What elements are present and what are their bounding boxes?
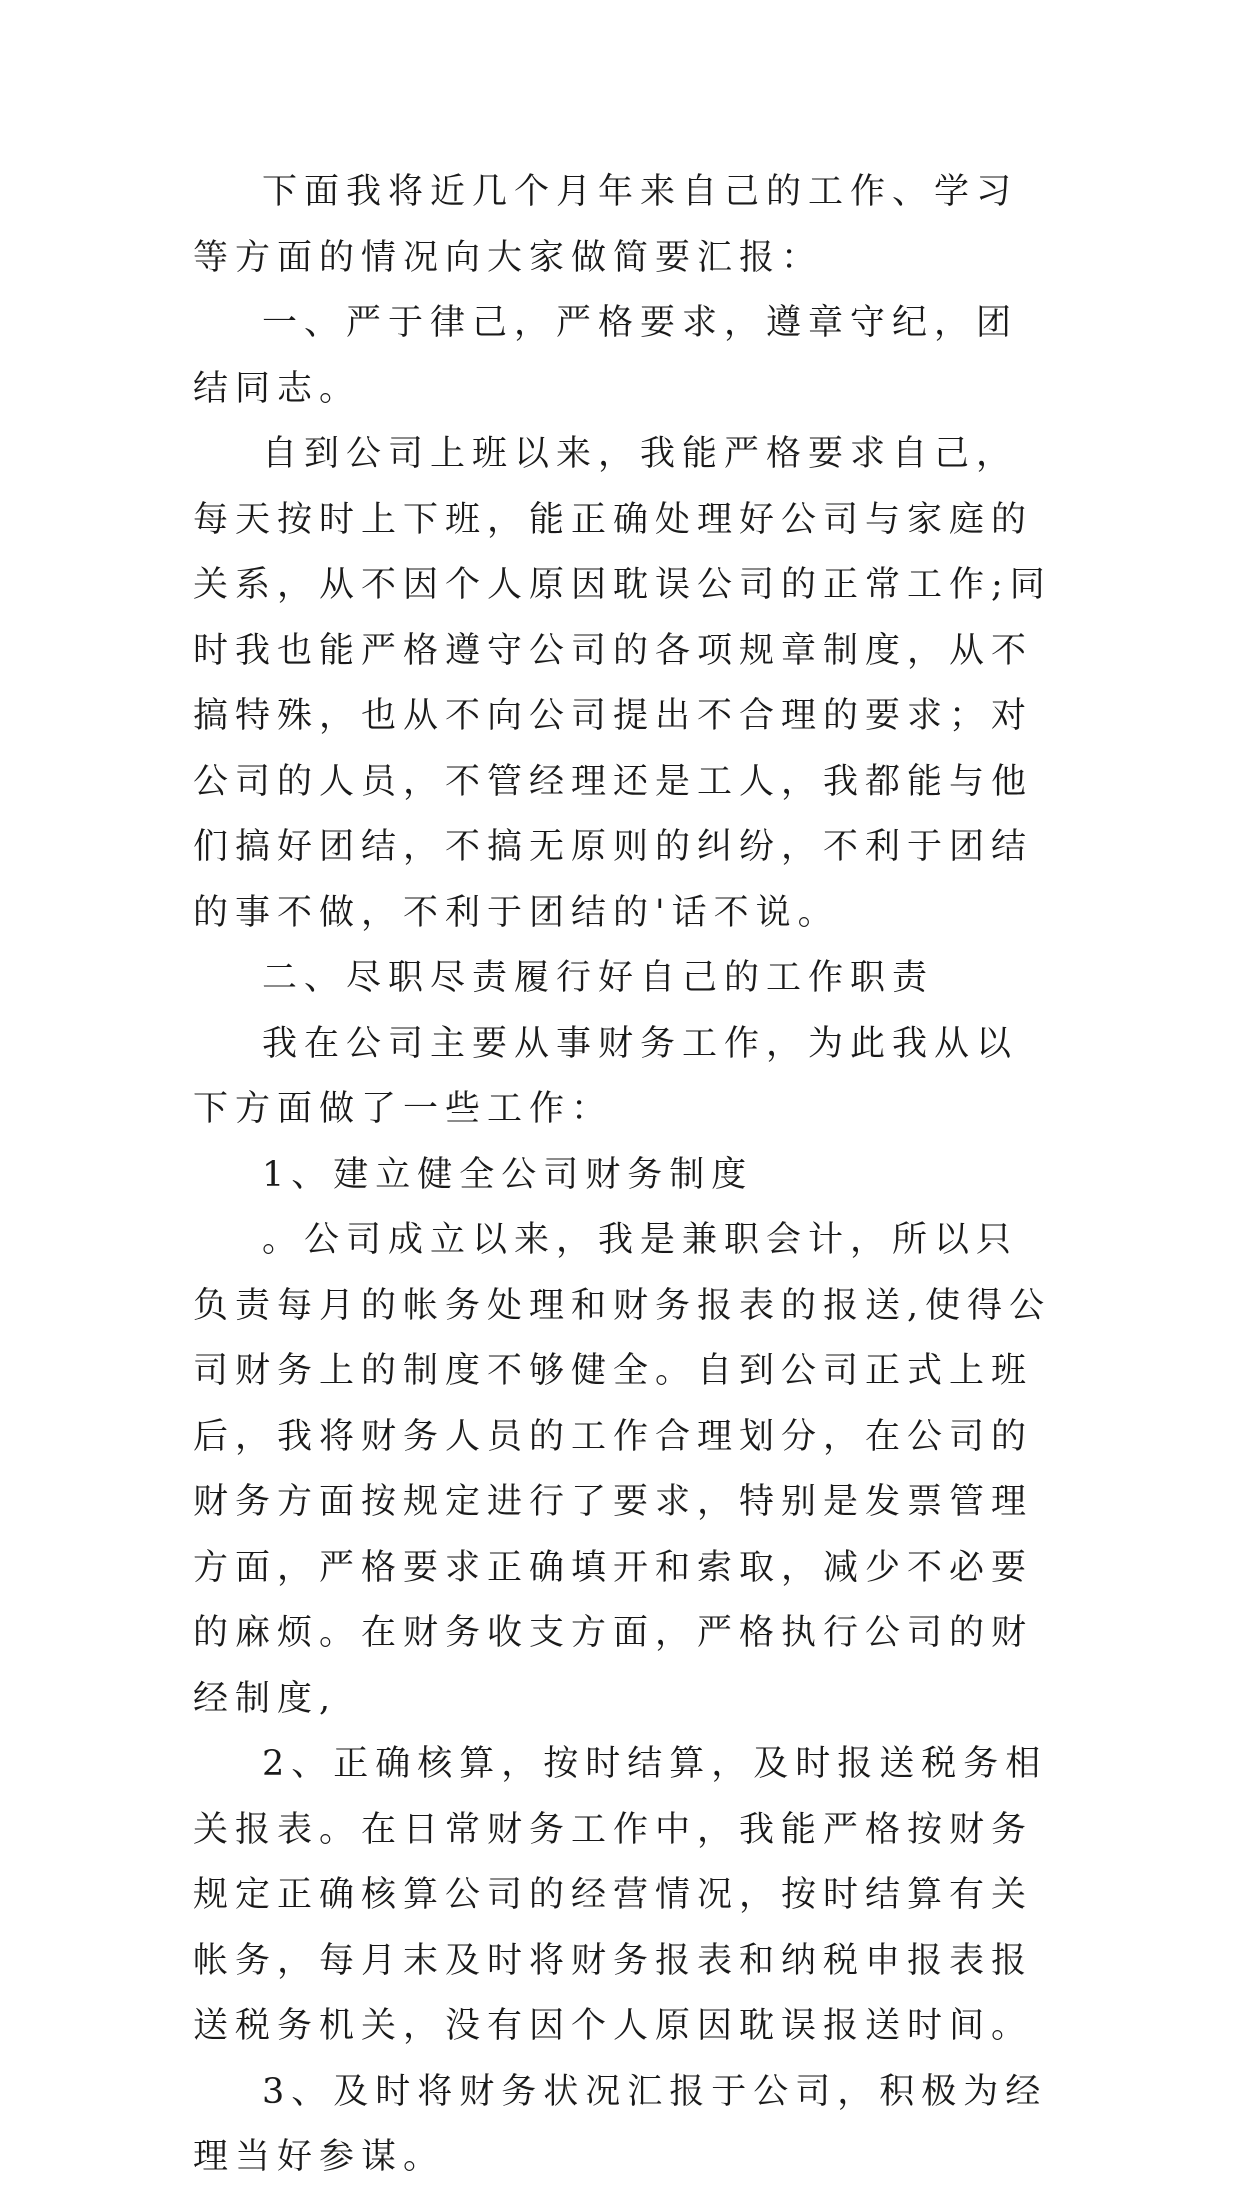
paragraph-discipline: 自到公司上班以来，我能严格要求自己，每天按时上下班，能正确处理好公司与家庭的关系，从不因个人原因耽误公司的正常工作;同时我也能严格遵守公司的各项规章制度，从不搞特殊，也从不向公司提出不合理的要求；对公司的人员，不管经理还是工人，我都能与他们搞好团结，不搞无原则的纠纷，不利于团结的事不做，不利于团结的'话不说。: [193, 434, 1052, 933]
paragraph-finance-system: 。公司成立以来，我是兼职会计，所以只负责每月的帐务处理和财务报表的报送,使得公司财务上的制度不够健全。自到公司正式上班后，我将财务人员的工作合理划分，在公司的财务方面按规定进行了要求，特别是发票管理方面，严格要求正确填开和索取，减少不必要的麻烦。在财务收支方面，严格执行公司的财经制度,: [193, 1220, 1052, 1719]
item-3-reporting: 3、及时将财务状况汇报于公司，积极为经理当好参谋。: [193, 2071, 1048, 2177]
paragraph-finance-intro: 我在公司主要从事财务工作，为此我从以下方面做了一些工作：: [193, 1023, 1019, 1129]
item-2-accounting: 2、正确核算，按时结算，及时报送税务相关报表。在日常财务工作中，我能严格按财务规定正确核算公司的经营情况，按时结算有关帐务，每月末及时将财务报表和纳税申报表报送税务机关，没有因个人原因耽误报送时间。: [193, 1744, 1048, 2046]
item-heading-1: 1、建立健全公司财务制度: [262, 1154, 754, 1195]
section-heading-1: 一、严于律己，严格要求，遵章守纪，团结同志。: [193, 303, 1019, 409]
paragraph-intro: 下面我将近几个月年来自己的工作、学习等方面的情况向大家做简要汇报：: [193, 172, 1019, 278]
document-body: [193, 160, 1053, 2191]
section-heading-2: 二、尽职尽责履行好自己的工作职责: [262, 958, 935, 998]
